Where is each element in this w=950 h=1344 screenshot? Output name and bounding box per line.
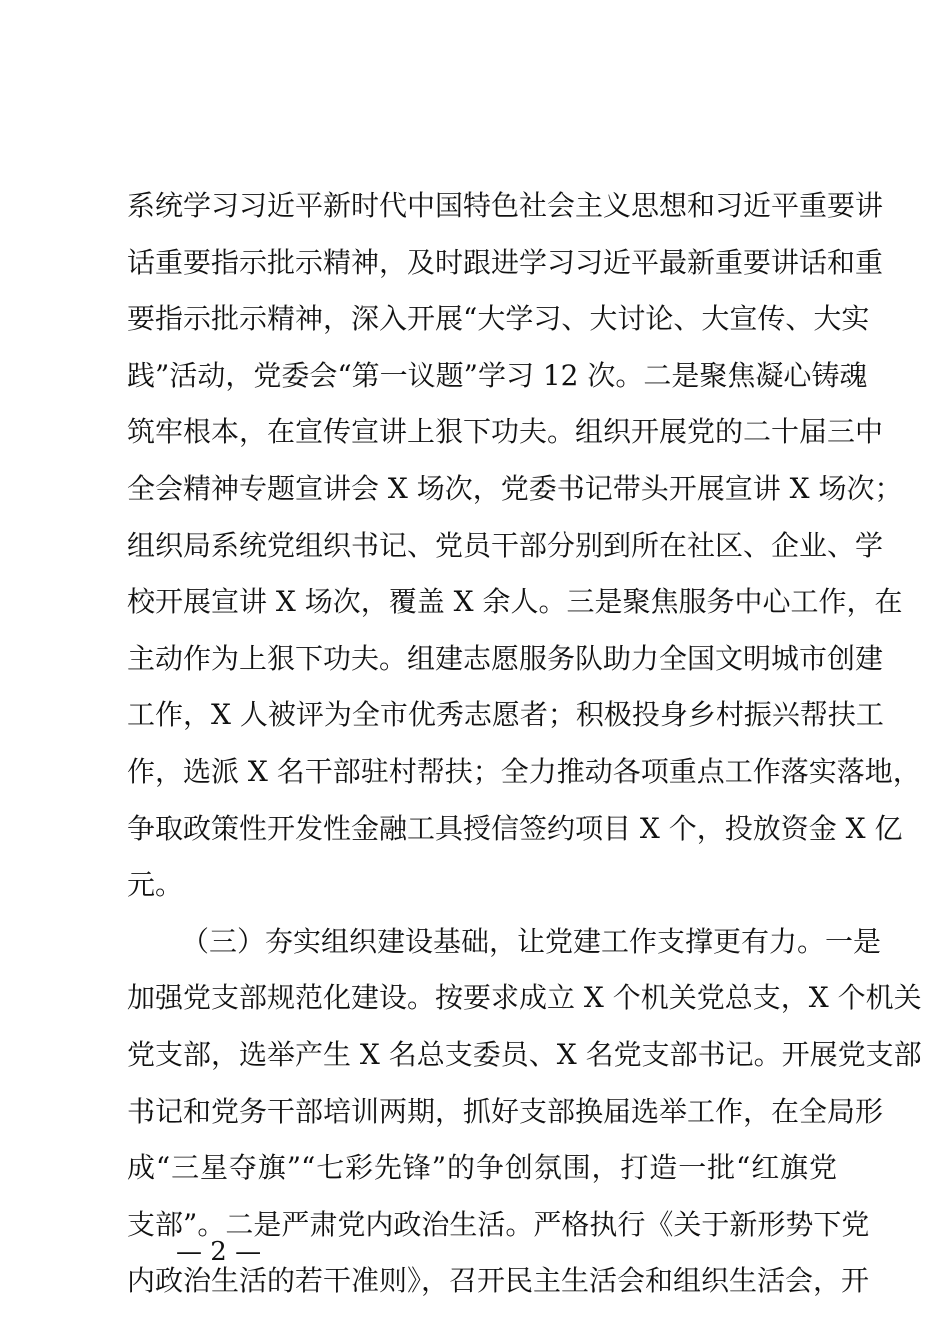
text-line-paragraph-end: 元。 xyxy=(127,868,184,902)
text-line: 加强党支部规范化建设。按要求成立 X 个机关党总支，X 个机关 xyxy=(127,981,922,1015)
text-line: 党支部，选举产生 X 名总支委员、X 名党支部书记。开展党支部 xyxy=(127,1037,922,1071)
text-line: 支部”。二是严肃党内政治生活。严格执行《关于新形势下党 xyxy=(127,1207,870,1241)
text-line: 工作，X 人被评为全市优秀志愿者；积极投身乡村振兴帮扶工 xyxy=(127,698,884,732)
page-number: — 2 — xyxy=(176,1237,262,1267)
text-line: 主动作为上狠下功夫。组建志愿服务队助力全国文明城市创建 xyxy=(127,641,884,675)
text-line: 践”活动，党委会“第一议题”学习 12 次。二是聚焦凝心铸魂 xyxy=(127,358,868,392)
text-line: 校开展宣讲 X 场次，覆盖 X 余人。三是聚焦服务中心工作，在 xyxy=(127,585,903,619)
text-line: 内政治生活的若干准则》，召开民主生活会和组织生活会，开 xyxy=(127,1264,870,1298)
text-line: 系统学习习近平新时代中国特色社会主义思想和习近平重要讲 xyxy=(127,189,884,222)
text-line: 要指示批示精神，深入开展“大学习、大讨论、大宣传、大实 xyxy=(127,302,870,336)
text-line: 话重要指示批示精神，及时跟进学习习近平最新重要讲话和重 xyxy=(127,245,884,279)
text-line: 书记和党务干部培训两期，抓好支部换届选举工作，在全局形 xyxy=(127,1094,884,1128)
text-line: 作，选派 X 名干部驻村帮扶；全力推动各项重点工作落实落地， xyxy=(127,754,921,788)
text-line: 成“三星夺旗”“七彩先锋”的争创氛围，打造一批“红旗党 xyxy=(127,1151,837,1185)
text-line: 争取政策性开发性金融工具授信签约项目 X 个，投放资金 X 亿 xyxy=(127,811,903,845)
body-text xyxy=(127,178,922,1310)
text-line: 全会精神专题宣讲会 X 场次，党委书记带头开展宣讲 X 场次； xyxy=(127,471,903,505)
text-line: 组织局系统党组织书记、党员干部分别到所在社区、企业、学 xyxy=(127,528,884,562)
section-heading-line: （三）夯实组织建设基础，让党建工作支撑更有力。一是 xyxy=(181,924,882,958)
text-line: 筑牢根本，在宣传宣讲上狠下功夫。组织开展党的二十届三中 xyxy=(127,415,884,449)
